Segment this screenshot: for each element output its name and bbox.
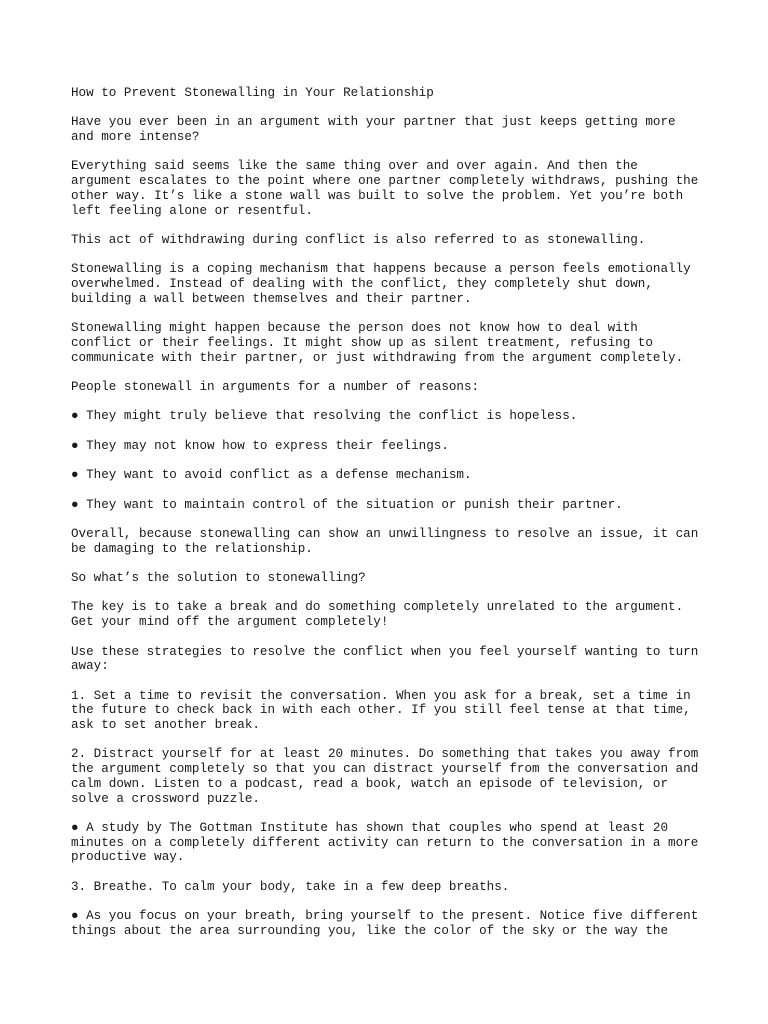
paragraph: This act of withdrawing during conflict is also referred to as stonewalling. bbox=[71, 232, 646, 247]
bullet-item: ● They may not know how to express their feelings. bbox=[71, 438, 449, 453]
bullet-item: ● A study by The Gottman Institute has shown that couples who spend at least 20 minutes on a completely different activity can return to the conversation in a more productive way. bbox=[71, 820, 699, 865]
paragraph: So what’s the solution to stonewalling? bbox=[71, 571, 366, 586]
bullet-item: ● They want to avoid conflict as a defense mechanism. bbox=[71, 468, 472, 483]
numbered-item: 1. Set a time to revisit the conversation. When you ask for a break, set a time in the future to check back in with each other. If you still feel tense at that time, ask to set another break. bbox=[71, 688, 691, 732]
numbered-item: 3. Breathe. To calm your body, take in a few deep breaths. bbox=[71, 879, 510, 894]
paragraph: Have you ever been in an argument with your partner that just keeps getting more and more intense? bbox=[71, 115, 676, 145]
paragraph: Everything said seems like the same thing over and over again. And then the argument escalates to the point where one partner completely withdraws, pushing the other way. It’s like a stone wall was built to solve the problem. Yet you’re both left feeling alone or resentful. bbox=[71, 159, 699, 218]
bullet-item: ● They might truly believe that resolving the conflict is hopeless. bbox=[71, 409, 578, 424]
paragraph: Stonewalling is a coping mechanism that happens because a person feels emotionally overwhelmed. Instead of dealing with the conflict, they completely shut down, building a wall between themselves and their partner. bbox=[71, 262, 691, 306]
bullet-item: ● They want to maintain control of the situation or punish their partner. bbox=[71, 497, 623, 512]
bullet-item: ● As you focus on your breath, bring yourself to the present. Notice five different things about the area surrounding you, like the color of the sky or the way the bbox=[71, 909, 699, 938]
paragraph: Use these strategies to resolve the conflict when you feel yourself wanting to turn away: bbox=[71, 644, 699, 674]
document-title: How to Prevent Stonewalling in Your Relationship bbox=[71, 86, 434, 100]
numbered-item: 2. Distract yourself for at least 20 minutes. Do something that takes you away from the argument completely so that you can distract yourself from the conversation and calm down. Listen to a podcast, read a book, watch an episode of television, or solve a crossword puzzle. bbox=[71, 747, 699, 806]
paragraph: The key is to take a break and do something completely unrelated to the argument. Get your mind off the argument completely! bbox=[71, 600, 684, 630]
paragraph: Stonewalling might happen because the person does not know how to deal with conflict or their feelings. It might show up as silent treatment, refusing to communicate with their partner, or just withdrawing from the argument completely. bbox=[71, 321, 684, 365]
paragraph: People stonewall in arguments for a number of reasons: bbox=[71, 379, 480, 394]
document-page bbox=[71, 86, 701, 953]
paragraph: Overall, because stonewalling can show an unwillingness to resolve an issue, it can be damaging to the relationship. bbox=[71, 526, 699, 556]
